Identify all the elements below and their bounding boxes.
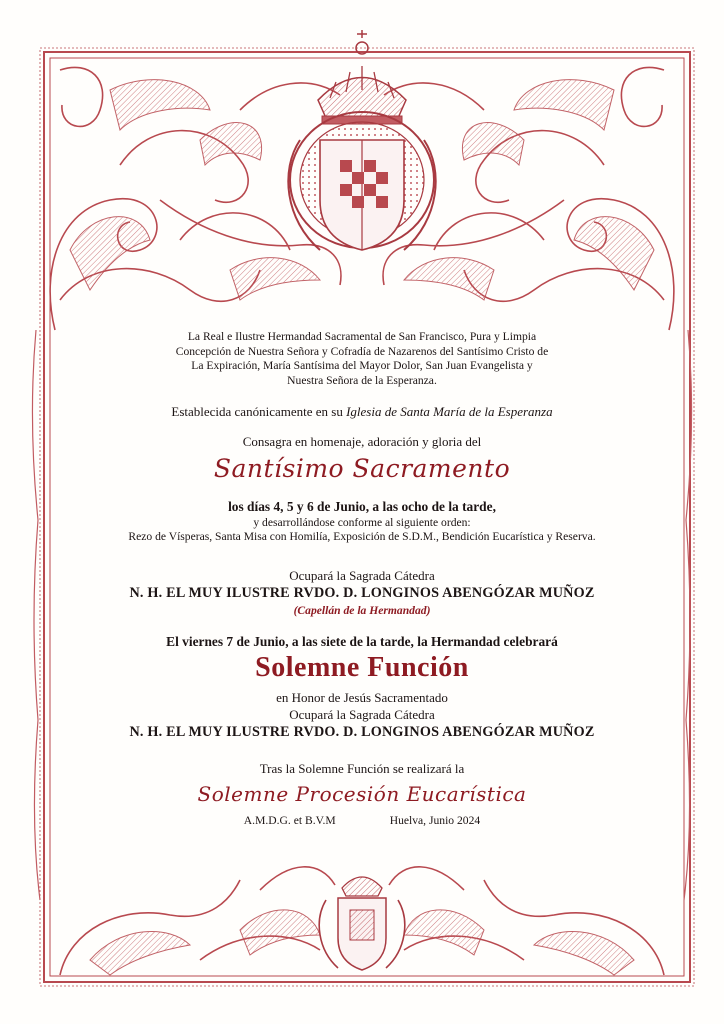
intro-line-3: La Expiración, María Santísima del Mayor Dolor, San Juan Evangelista y xyxy=(191,359,533,372)
intro-paragraph xyxy=(0,330,724,388)
dates-line: los días 4, 5 y 6 de Junio, a las ocho de la tarde, xyxy=(228,499,496,514)
establecida-prefix: Establecida canónicamente en su xyxy=(171,404,347,419)
rezo-line: Rezo de Vísperas, Santa Misa con Homilía, Exposición de S.D.M., Bendición Eucarística y Reserva. xyxy=(128,530,596,543)
church-name: Iglesia de Santa María de la Esperanza xyxy=(346,404,553,419)
place-date-text: Huelva, Junio 2024 xyxy=(389,814,481,827)
amdg-text: A.M.D.G. et B.V.M xyxy=(243,814,336,827)
title-procesion-eucaristica: Solemne Procesión Eucarística xyxy=(197,782,527,806)
catedra2-intro: Ocupará la Sagrada Cátedra xyxy=(289,707,435,722)
intro-line-2: Concepción de Nuestra Señora y Cofradía de Nazarenos del Santísimo Cristo de xyxy=(175,344,549,358)
tras-line: Tras la Solemne Función se realizará la xyxy=(259,761,465,776)
viernes-line: El viernes 7 de Junio, a las siete de la tarde, la Hermandad celebrará xyxy=(166,634,558,649)
intro-line-1: La Real e Ilustre Hermandad Sacramental de San Francisco, Pura y Limpia xyxy=(187,330,537,343)
intro-line-4: Nuestra Señora de la Esperanza. xyxy=(287,373,437,387)
orden-line: y desarrollándose conforme al siguiente orden: xyxy=(253,516,471,529)
title-solemne-funcion: Solemne Función xyxy=(255,652,469,683)
catedra2-name: N. H. EL MUY ILUSTRE RVDO. D. LONGINOS ABENGÓZAR MUÑOZ xyxy=(129,724,595,740)
consagra-line: Consagra en homenaje, adoración y gloria del xyxy=(242,434,482,449)
establecida-line xyxy=(0,404,724,420)
catedra1-name: N. H. EL MUY ILUSTRE RVDO. D. LONGINOS ABENGÓZAR MUÑOZ xyxy=(129,585,595,601)
catedra1-role: (Capellán de la Hermandad) xyxy=(293,604,431,617)
catedra1-intro: Ocupará la Sagrada Cátedra xyxy=(289,568,435,583)
honor-line: en Honor de Jesús Sacramentado xyxy=(276,690,448,705)
coat-of-arms-small-icon xyxy=(319,877,405,970)
footer-row xyxy=(0,814,724,829)
title-santisimo-sacramento: Santísimo Sacramento xyxy=(213,454,511,483)
coat-of-arms-crown-icon xyxy=(288,30,435,250)
